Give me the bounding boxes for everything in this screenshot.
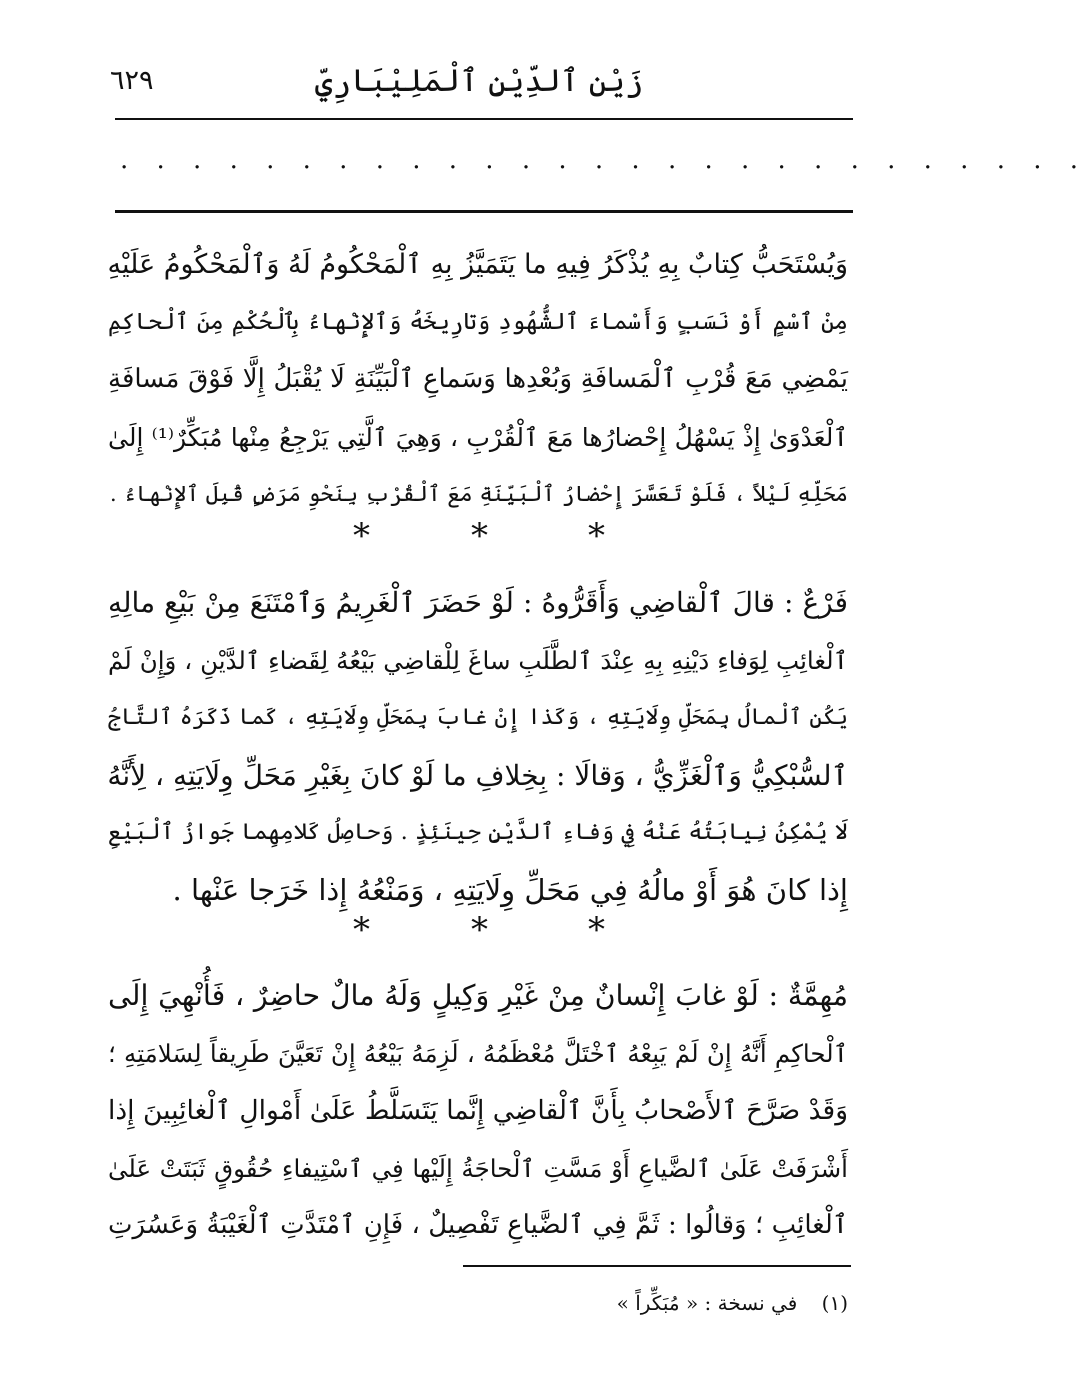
text-line: أَشْرَفَتْ عَلَىٰ ٱلضَّياعِ أَوْ مَسَّتِ ٱلْحاجَةُ إِلَيْها فِي ٱسْتِيفاءِ حُقُوقٍ ثَبَتَتْ عَلَىٰ — [108, 1153, 848, 1183]
asterisk-ornament: * — [353, 910, 370, 950]
footnote-marker: (١) — [821, 1291, 848, 1315]
text-line: مُهِمَّةٌ : لَوْ غابَ إِنْسانٌ مِنْ غَيْرِ وَكِيلٍ وَلَهُ مالٌ حاضِرٌ ، فَأُنْهِيَ إِلَى — [108, 979, 848, 1012]
page-title: زَيْن ٱلدِّيْنِ ٱلْمَلِيْبَارِيِّ — [314, 63, 644, 99]
text-line: يَمْضِي مَعَ قُرْبِ ٱلْمَسافَةِ وَبُعْدِها وَسَماعِ ٱلْبَيِّنَةِ لَا يُقْبَلُ إِلَّا فَوْقَ مَسافَةِ — [108, 364, 848, 395]
header-rule — [115, 118, 853, 120]
text-line: ٱلسُّبْكِيُّ وَٱلْغَزِّيُّ ، وَقالَا : بِخِلافِ ما لَوْ كانَ بِغَيْرِ مَحَلِّ وِلَايَتِهِ ، لِأَنَّهُ — [107, 758, 848, 792]
page-number: ٦٢٩ — [110, 65, 154, 96]
asterisk-ornament: * — [588, 516, 605, 556]
asterisk-ornament: * — [471, 516, 488, 556]
running-head — [110, 58, 848, 104]
asterisk-ornament: * — [471, 910, 488, 950]
text-line: ٱلْغائِبِ لِوَفاءِ دَيْنِهِ بِهِ عِنْدَ ٱلطَّلَبِ ساغَ لِلْقاضِي بَيْعُهُ لِقَضاءِ ٱلدَّيْنِ ، وَإِنْ لَمْ — [108, 645, 848, 675]
paragraph-kitab — [108, 236, 848, 524]
text-line: وَيُسْتَحَبُّ كِتابٌ بِهِ يُذْكَرُ فِيهِ ما يَتَمَيَّزُ بِهِ ٱلْمَحْكُومُ لَهُ وَٱلْمَحْكُومُ عَلَيْهِ — [107, 249, 848, 280]
footnote-rule — [463, 1265, 851, 1267]
footnote-text: في نسخة : « مُبَكِّراً » — [616, 1291, 798, 1315]
section-rule — [115, 210, 853, 213]
omission-dots: . . . . . . . . . . . . . . . . . . . . . . . . . . . — [120, 145, 1088, 175]
text-line: يَكُنِ ٱلْمالُ بِمَحَلِّ وِلَايَتِهِ ، وَكَذا إِنْ غابَ بِمَحَلِّ وِلَايَتِهِ ، كَما ذَكَرَهُ ٱلتَّاجُ — [108, 705, 848, 731]
text-line: مِنْ ٱسْمٍ أَوْ نَسَبٍ وَأَسْماءَ ٱلشُّهُودِ وَتارِيخَهُ وَٱلإِنْهاءُ بِٱلْحُكْمِ مِنَ ٱلْحاكِمِ — [108, 308, 848, 335]
asterisk-ornament: * — [353, 516, 370, 556]
text-line: ٱلْغائِبِ ؛ وَقالُوا : ثَمَّ فِي ٱلضَّياعِ تَفْصِيلٌ ، فَإِنِ ٱمْتَدَّتِ ٱلْغَيْبَةُ وَعَسُرَتِ — [108, 1210, 848, 1241]
text-line: فَرْعٌ : قالَ ٱلْقاضِي وَأَقَرُّوهُ : لَوْ حَضَرَ ٱلْغَرِيمُ وَٱمْتَنَعَ مِنْ بَيْعِ مالِهِ — [108, 586, 848, 619]
paragraph-muhimma — [108, 967, 848, 1255]
text-line: إِذا كانَ هُوَ أَوْ مالُهُ فِي مَحَلِّ وِلَايَتِهِ ، وَمَنْعُهُ إِذا خَرَجا عَنْها . — [172, 872, 848, 907]
paragraph-far — [108, 574, 848, 920]
text-line: وَقَدْ صَرَّحَ ٱلأَصْحابُ بِأَنَّ ٱلْقاضِي إِنَّما يَتَسَلَّطُ عَلَىٰ أَمْوالِ ٱلْغائِبِينَ إِذا — [108, 1095, 848, 1127]
text-line: ٱلْحاكِمِ أَنَّهُ إِنْ لَمْ يَبِعْهُ ٱخْتَلَّ مُعْظَمُهُ ، لَزِمَهُ بَيْعُهُ إِنْ تَعَيَّنَ طَرِيقاً لِسَلامَتِهِ ؛ — [108, 1038, 848, 1068]
text-line: ٱلْعَدْوَىٰ إِذْ يَسْهُلُ إِحْضارُها مَعَ ٱلْقُرْبِ ، وَهِيَ ٱلَّتِي يَرْجِعُ مِنْها مُبَكِّرٌ⁽¹⁾ إِلَىٰ — [108, 422, 848, 452]
text-line: لَا يُمْكِنُ نِيابَتُهُ عَنْهُ فِي وَفاءِ ٱلدَّيْنِ حِينَئِذٍ . وَحاصِلُ كَلامِهِما جَوازُ ٱلْبَيْعِ — [108, 819, 848, 846]
footnote — [617, 1285, 848, 1321]
text-line: مَحَلِّهِ لَيْلاً ، فَلَوْ تَعَسَّرَ إِحْضارُ ٱلْبَيِّنَةِ مَعَ ٱلْقُرْبِ بِنَحْوِ مَرَضٍ قُبِلَ ٱلإِنْهاءُ . — [109, 482, 848, 508]
asterisk-ornament: * — [588, 910, 605, 950]
